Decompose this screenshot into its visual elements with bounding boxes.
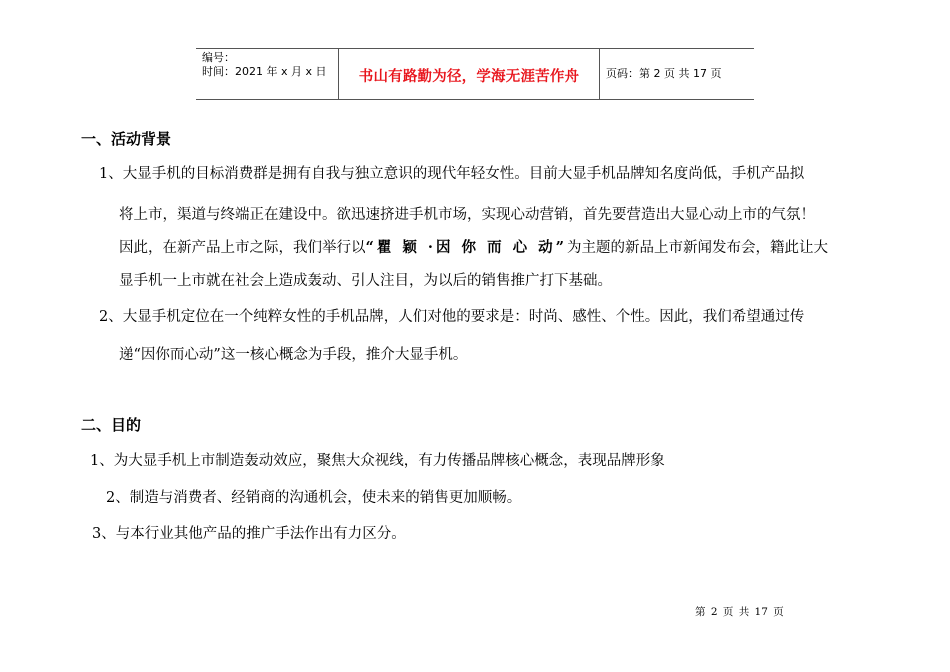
event-theme: “瞿 颖 ·因 你 而 心 动”: [365, 239, 568, 256]
time-label: 时间：2021 年 x 月 x 日: [202, 65, 327, 78]
header-motto-cell: [338, 49, 600, 99]
section2-item1: 1、为大显手机上市制造轰动效应，聚焦大众视线，有力传播品牌核心概念，表现品牌形象: [90, 453, 665, 469]
section1-item2-line2: 递“因你而心动”这一核心概念为手段，推介大显手机。: [119, 347, 468, 363]
motto-text: 书山有路勤为径，学海无涯苦作舟: [358, 69, 580, 85]
section1-item1-line3-pre: 因此，在新产品上市之际，我们举行以: [119, 240, 366, 256]
section2-heading: 二、目的: [81, 416, 142, 434]
page-label: 页码：第 2 页 共 17 页: [606, 67, 722, 80]
section2-item3: 3、与本行业其他产品的推广手法作出有力区分。: [92, 526, 406, 542]
header-right-cell: [600, 49, 754, 99]
section2-item2: 2、制造与消费者、经销商的沟通机会，使未来的销售更加顺畅。: [106, 490, 522, 506]
section1-item2-line1: 2、大显手机定位在一个纯粹女性的手机品牌，人们对他的要求是：时尚、感性、个性。因此，我们希望通过传: [99, 309, 805, 325]
section1-item1-line3: [119, 236, 828, 257]
section1-item1-line3-post: 为主题的新品上市新闻发布会，籍此让大: [567, 240, 829, 256]
number-label: 编号：: [202, 51, 235, 64]
section1-item1-line4: 显手机一上市就在社会上造成轰动、引人注目，为以后的销售推广打下基础。: [119, 273, 612, 289]
header-left-cell: [196, 49, 338, 99]
page-footer: 第 2 页 共 17 页: [695, 606, 784, 618]
section1-item1-line2: 将上市，渠道与终端正在建设中。欲迅速挤进手机市场，实现心动营销，首先要营造出大显心动上市的气氛！: [119, 207, 815, 223]
section1-item1-line1: 1、大显手机的目标消费群是拥有自我与独立意识的现代年轻女性。目前大显手机品牌知名度尚低，手机产品拟: [99, 166, 805, 182]
section1-heading: 一、活动背景: [81, 130, 172, 148]
header-table: [196, 48, 754, 100]
